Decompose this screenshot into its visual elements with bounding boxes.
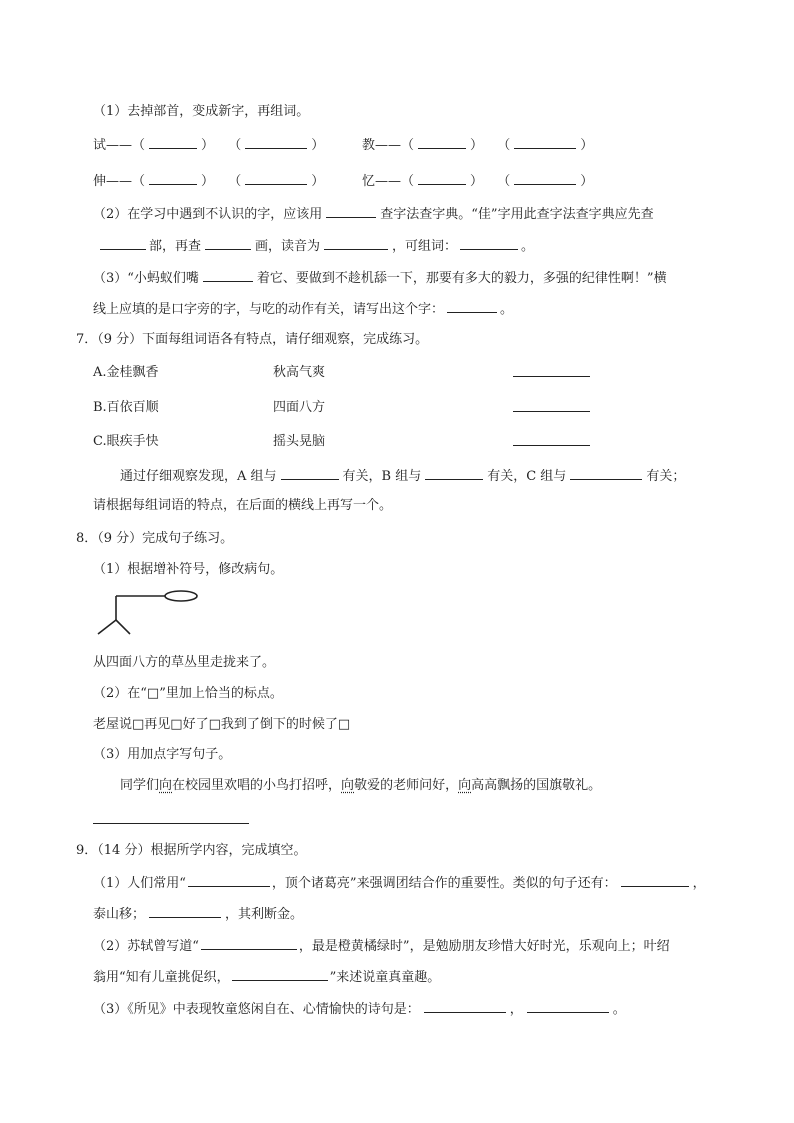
text: 翁用“知有儿童挑促织，: [93, 970, 230, 985]
answer-blank[interactable]: [418, 136, 466, 149]
answer-blank[interactable]: [188, 874, 270, 887]
q9-part2-line2: [93, 968, 440, 986]
q9-part2-line1: [93, 937, 670, 955]
answer-blank[interactable]: [149, 136, 197, 149]
answer-blank[interactable]: [203, 269, 253, 282]
text: 有关，C 组与: [487, 469, 567, 484]
paren: ）: [470, 174, 484, 189]
text: （3）《所见》中表现牧童悠闲自在、心情愉快的诗句是：: [93, 1002, 420, 1017]
answer-blank[interactable]: [245, 136, 307, 149]
q8-faulty-sentence: 从四面八方的草丛里走拢来了。: [93, 655, 276, 670]
text: 有关，B 组与: [342, 469, 422, 484]
answer-blank[interactable]: [100, 237, 146, 250]
dotted-char: 向: [341, 778, 355, 793]
answer-blank[interactable]: [281, 467, 339, 480]
text: 查字法查字典。“佳”字用此查字法查字典应先查: [380, 207, 654, 222]
answer-blank[interactable]: [447, 300, 497, 313]
text: ，最是橙黄橘绿时”，是勉励朋友珍惜大好时光，乐观向上；叶绍: [298, 939, 670, 954]
text: 敬爱的老师问好，: [354, 778, 459, 793]
q8-example-sentence: [120, 778, 601, 794]
answer-blank[interactable]: [326, 205, 376, 218]
q7-group-a-word: 秋高气爽: [273, 365, 326, 380]
paren: ）: [201, 138, 215, 153]
text: 。: [521, 239, 535, 254]
text: 泰山移；: [93, 907, 146, 922]
paren: ）: [580, 174, 594, 189]
q7-heading: 7．（9 分）下面每组词语各有特点，请仔细观察，完成练习。: [76, 332, 429, 347]
q8-part3-instruction: （3）用加点字写句子。: [93, 747, 232, 762]
paren: （: [401, 138, 415, 153]
text: ”来述说童真童趣。: [329, 970, 441, 985]
q7-group-b-blank[interactable]: [513, 411, 590, 412]
q7-observation-line2: 请根据每组词语的特点，在后面的横线上再写一个。: [93, 498, 393, 513]
text: ，: [509, 1002, 523, 1017]
text: ，其利断金。: [225, 907, 304, 922]
answer-blank[interactable]: [232, 968, 328, 981]
text: 着它、要做到不趁机舔一下，那要有多大的毅力，多强的纪律性啊！”横: [256, 271, 667, 286]
answer-blank[interactable]: [205, 237, 251, 250]
paren: （: [132, 174, 146, 189]
q8-heading: 8．（9 分）完成句子练习。: [76, 531, 234, 546]
text: 同学们: [120, 778, 160, 793]
q9-heading: 9．（14 分）根据所学内容，完成填空。: [76, 843, 307, 858]
answer-blank[interactable]: [149, 905, 221, 918]
text: 有关；: [646, 469, 686, 484]
char-label: 教——: [362, 138, 402, 153]
answer-blank[interactable]: [418, 172, 466, 185]
q7-group-a-label: A.金桂飘香: [93, 365, 159, 380]
answer-blank[interactable]: [570, 467, 642, 480]
paren: （: [228, 138, 242, 153]
text: 画，读音为: [255, 239, 321, 254]
q7-group-a-blank[interactable]: [513, 376, 590, 377]
text: ，: [692, 876, 706, 891]
text: 通过仔细观察发现，A 组与: [120, 469, 277, 484]
text: （1）人们常用“: [93, 876, 186, 891]
answer-blank[interactable]: [514, 136, 576, 149]
dotted-char: 向: [458, 778, 472, 793]
text: ，顶个诸葛亮”来强调团结合作的重要性。类似的句子还有：: [271, 876, 617, 891]
paren: ）: [311, 138, 325, 153]
answer-blank[interactable]: [514, 172, 576, 185]
answer-blank[interactable]: [527, 1000, 609, 1013]
q7-group-b-label: B.百依百顺: [93, 400, 159, 415]
dotted-char: 向: [159, 778, 173, 793]
q8-punctuation-sentence: 老屋说□再见□好了□我到了倒下的时候了□: [93, 717, 351, 732]
q9-part1-line1: [93, 874, 706, 892]
answer-blank[interactable]: [424, 1000, 506, 1013]
q7-group-c-label: C.眼疾手快: [93, 434, 159, 449]
q6-row1-right: [362, 136, 593, 154]
answer-blank[interactable]: [245, 172, 307, 185]
char-label: 伸——: [93, 174, 133, 189]
q9-part1-line2: [93, 905, 303, 923]
q6-part1-instruction: （1）去掉部首，变成新字，再组词。: [93, 104, 310, 119]
text: 在校园里欢唱的小鸟打招呼，: [172, 778, 342, 793]
paren: （: [228, 174, 242, 189]
answer-blank[interactable]: [460, 237, 518, 250]
q7-observation-line1: [120, 467, 685, 485]
answer-blank[interactable]: [201, 937, 297, 950]
q7-group-c-blank[interactable]: [513, 445, 590, 446]
q6-part3-line2: [93, 300, 513, 318]
paren: （: [132, 138, 146, 153]
text: （2）苏轼曾写道“: [93, 939, 199, 954]
q6-part3-line1: [93, 269, 667, 287]
answer-blank[interactable]: [149, 172, 197, 185]
q7-group-b-word: 四面八方: [273, 400, 326, 415]
q9-part3-line: [93, 1000, 626, 1018]
answer-blank[interactable]: [621, 874, 689, 887]
text: 线上应填的是口字旁的字，与吃的动作有关，请写出这个字：: [93, 302, 445, 317]
q8-part2-instruction: （2）在“□”里加上恰当的标点。: [93, 686, 283, 701]
q8-answer-line[interactable]: [93, 823, 249, 824]
paren: ）: [470, 138, 484, 153]
text: （2）在学习中遇到不认识的字，应该用: [93, 207, 323, 222]
char-label: 忆——: [362, 174, 402, 189]
q6-row2-left: [93, 172, 324, 190]
paren: （: [497, 174, 511, 189]
insertion-mark-icon: [93, 590, 203, 638]
text: 。: [612, 1002, 626, 1017]
q6-part2-line2: [100, 237, 534, 255]
answer-blank[interactable]: [324, 237, 388, 250]
text: ，可组词：: [392, 239, 458, 254]
paren: （: [401, 174, 415, 189]
text: 部，再查: [149, 239, 202, 254]
paren: （: [497, 138, 511, 153]
answer-blank[interactable]: [425, 467, 483, 480]
text: 高高飘扬的国旗敬礼。: [471, 778, 602, 793]
q8-part1-instruction: （1）根据增补符号，修改病句。: [93, 562, 284, 577]
char-label: 试——: [93, 138, 133, 153]
paren: ）: [311, 174, 325, 189]
paren: ）: [201, 174, 215, 189]
q6-row1-left: [93, 136, 324, 154]
text: 。: [500, 302, 514, 317]
q7-group-c-word: 摇头晃脑: [273, 434, 326, 449]
q6-row2-right: [362, 172, 593, 190]
text: （3）“小蚂蚁们嘴: [93, 271, 199, 286]
paren: ）: [580, 138, 594, 153]
q6-part2-line1: [93, 205, 654, 223]
